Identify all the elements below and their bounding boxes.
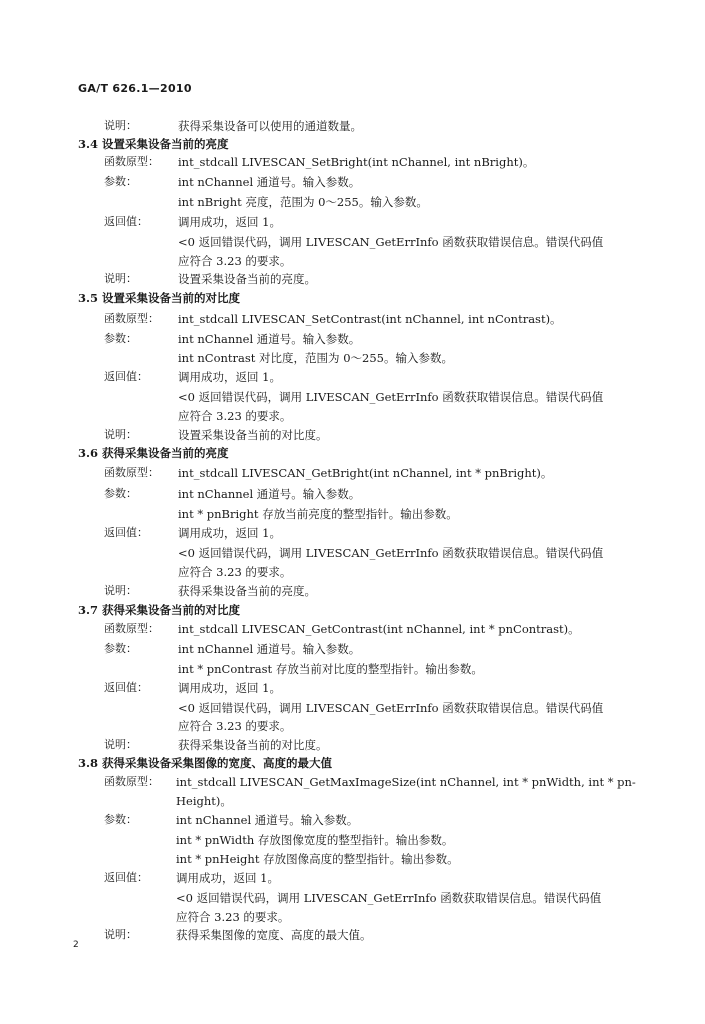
param-line: int nBright 亮度，范围为 0～255。输入参数。 bbox=[178, 195, 428, 209]
note-text: 获得采集设备可以使用的通道数量。 bbox=[178, 119, 362, 133]
return-label: 返回值： bbox=[104, 526, 148, 539]
standard-number: GA/T 626.1—2010 bbox=[78, 82, 192, 95]
section-title-3-8: 3.8 获得采集设备采集图像的宽度、高度的最大值 bbox=[78, 756, 333, 770]
note-label: 说明： bbox=[104, 428, 137, 441]
note-text: 获得采集设备当前的对比度。 bbox=[178, 738, 328, 752]
params-label: 参数： bbox=[104, 487, 137, 500]
param-line: int * pnHeight 存放图像高度的整型指针。输出参数。 bbox=[176, 852, 459, 866]
function-prototype: int_stdcall LIVESCAN_GetBright(int nChannel, int * pnBright)。 bbox=[178, 466, 553, 480]
page-number: 2 bbox=[73, 940, 79, 950]
note-text: 获得采集图像的宽度、高度的最大值。 bbox=[176, 928, 372, 942]
params-label: 参数： bbox=[104, 813, 137, 826]
param-line: int nChannel 通道号。输入参数。 bbox=[178, 175, 361, 189]
section-title-3-5: 3.5 设置采集设备当前的对比度 bbox=[78, 291, 241, 305]
note-label: 说明： bbox=[104, 119, 137, 132]
params-label: 参数： bbox=[104, 642, 137, 655]
note-label: 说明： bbox=[104, 738, 137, 751]
function-prototype: int_stdcall LIVESCAN_GetContrast(int nChannel, int * pnContrast)。 bbox=[178, 622, 580, 636]
function-prototype: int_stdcall LIVESCAN_SetBright(int nChannel, int nBright)。 bbox=[178, 155, 535, 169]
return-line: 调用成功，返回 1。 bbox=[178, 215, 281, 229]
prototype-label: 函数原型： bbox=[104, 622, 159, 635]
param-line: int * pnBright 存放当前亮度的整型指针。输出参数。 bbox=[178, 507, 458, 521]
prototype-label: 函数原型： bbox=[104, 466, 159, 479]
param-line: int * pnContrast 存放当前对比度的整型指针。输出参数。 bbox=[178, 662, 483, 676]
params-label: 参数： bbox=[104, 332, 137, 345]
return-line: 调用成功，返回 1。 bbox=[178, 370, 281, 384]
return-line: 应符合 3.23 的要求。 bbox=[178, 565, 292, 579]
prototype-label: 函数原型： bbox=[104, 312, 159, 325]
note-label: 说明： bbox=[104, 584, 137, 597]
param-line: int nChannel 通道号。输入参数。 bbox=[178, 642, 361, 656]
param-line: int nChannel 通道号。输入参数。 bbox=[178, 487, 361, 501]
note-text: 设置采集设备当前的对比度。 bbox=[178, 428, 328, 442]
note-label: 说明： bbox=[104, 928, 137, 941]
note-text: 获得采集设备当前的亮度。 bbox=[178, 584, 316, 598]
return-line: <0 返回错误代码，调用 LIVESCAN_GetErrInfo 函数获取错误信息。错误代码值 bbox=[178, 546, 604, 560]
param-line: int * pnWidth 存放图像宽度的整型指针。输出参数。 bbox=[176, 833, 454, 847]
prototype-label: 函数原型： bbox=[104, 155, 159, 168]
return-line: 调用成功，返回 1。 bbox=[178, 681, 281, 695]
note-text: 设置采集设备当前的亮度。 bbox=[178, 272, 316, 286]
prototype-label: 函数原型： bbox=[104, 775, 159, 788]
note-label: 说明： bbox=[104, 272, 137, 285]
return-line: <0 返回错误代码，调用 LIVESCAN_GetErrInfo 函数获取错误信息。错误代码值 bbox=[178, 390, 604, 404]
return-label: 返回值： bbox=[104, 370, 148, 383]
return-line: 调用成功，返回 1。 bbox=[178, 526, 281, 540]
function-prototype-continued: Height)。 bbox=[176, 794, 232, 808]
return-line: 应符合 3.23 的要求。 bbox=[178, 409, 292, 423]
function-prototype: int_stdcall LIVESCAN_GetMaxImageSize(int nChannel, int * pnWidth, int * pn- bbox=[176, 775, 636, 789]
section-title-3-7: 3.7 获得采集设备当前的对比度 bbox=[78, 603, 241, 617]
section-title-3-4: 3.4 设置采集设备当前的亮度 bbox=[78, 137, 229, 151]
return-label: 返回值： bbox=[104, 871, 148, 884]
param-line: int nChannel 通道号。输入参数。 bbox=[176, 813, 359, 827]
return-line: 应符合 3.23 的要求。 bbox=[176, 910, 290, 924]
return-line: 应符合 3.23 的要求。 bbox=[178, 254, 292, 268]
return-line: <0 返回错误代码，调用 LIVESCAN_GetErrInfo 函数获取错误信息。错误代码值 bbox=[176, 891, 602, 905]
return-line: <0 返回错误代码，调用 LIVESCAN_GetErrInfo 函数获取错误信息。错误代码值 bbox=[178, 701, 604, 715]
return-label: 返回值： bbox=[104, 681, 148, 694]
return-line: 应符合 3.23 的要求。 bbox=[178, 719, 292, 733]
section-title-3-6: 3.6 获得采集设备当前的亮度 bbox=[78, 446, 229, 460]
function-prototype: int_stdcall LIVESCAN_SetContrast(int nChannel, int nContrast)。 bbox=[178, 312, 562, 326]
return-line: <0 返回错误代码，调用 LIVESCAN_GetErrInfo 函数获取错误信息。错误代码值 bbox=[178, 235, 604, 249]
param-line: int nChannel 通道号。输入参数。 bbox=[178, 332, 361, 346]
return-label: 返回值： bbox=[104, 215, 148, 228]
params-label: 参数： bbox=[104, 175, 137, 188]
return-line: 调用成功，返回 1。 bbox=[176, 871, 279, 885]
param-line: int nContrast 对比度，范围为 0～255。输入参数。 bbox=[178, 351, 453, 365]
